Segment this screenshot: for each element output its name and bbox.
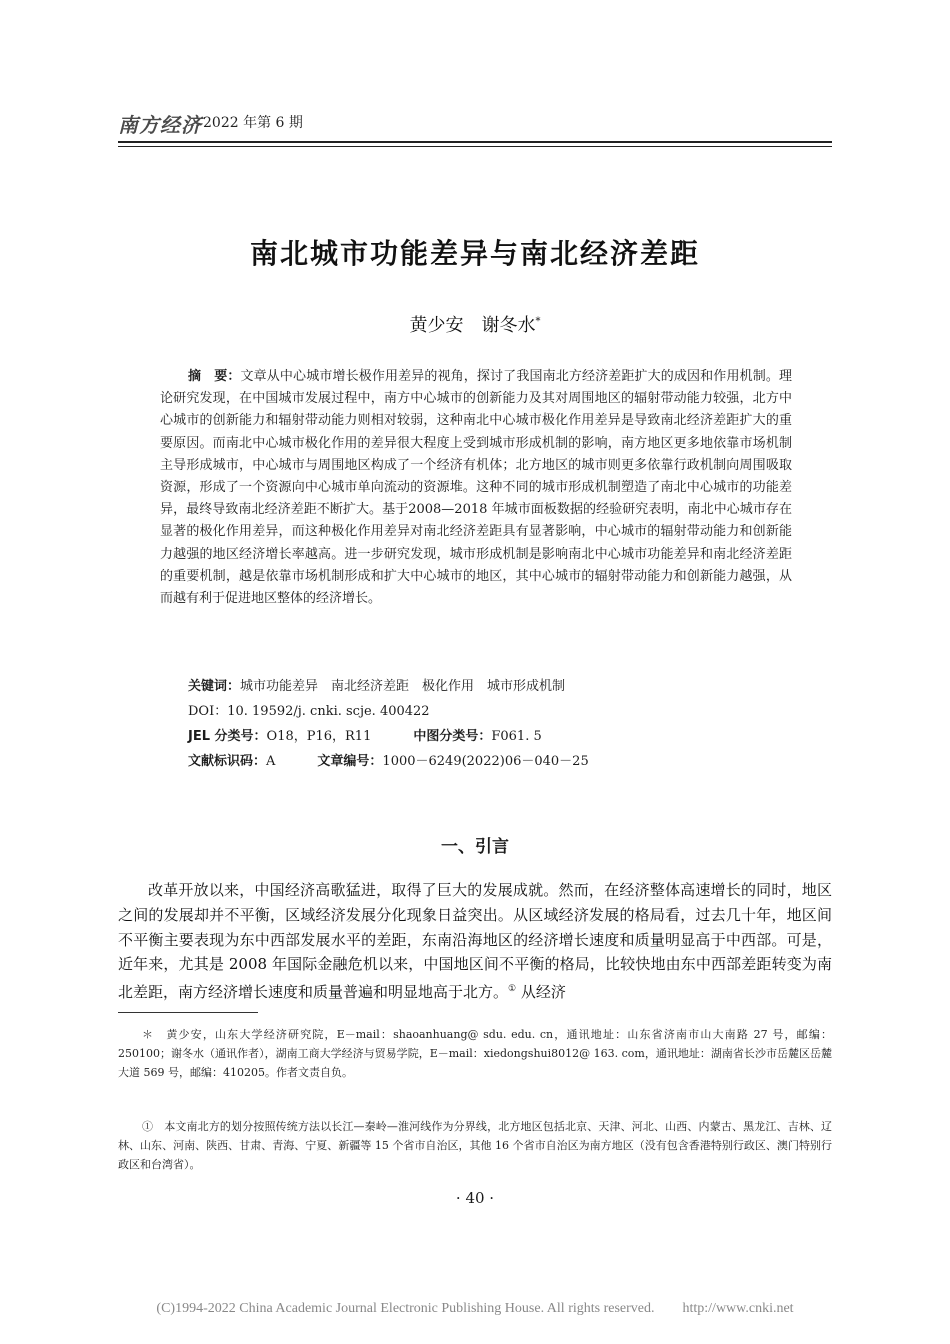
header-rule-thick [118, 141, 832, 143]
footnote-marker: ＊ [142, 1028, 167, 1041]
abstract [160, 366, 792, 610]
article-title: 南北城市功能差异与南北经济差距 [249, 237, 700, 270]
header-rule-thin [118, 146, 832, 147]
keywords [188, 675, 565, 694]
footnote-marker: ① [142, 1120, 165, 1133]
doc-code-label: 文献标识码： [188, 754, 267, 769]
body-continuation: 从经济 [516, 983, 566, 1002]
footnote-ref[interactable]: ① [508, 984, 517, 995]
section-heading: 一、引言 [441, 837, 509, 857]
article-no-value: 1000－6249(2022)06－040－25 [382, 754, 589, 769]
keywords-text: 城市功能差异 南北经济差距 极化作用 城市形成机制 [240, 679, 566, 694]
footnote-rule [118, 1012, 258, 1013]
classification-line [188, 725, 542, 744]
copyright-notice: (C)1994-2022 China Academic Journal Electronic Publishing House. All rights reserved. http://www.cnki.net [156, 1301, 794, 1316]
jel-label: JEL 分类号： [188, 729, 267, 744]
clc-label: 中图分类号： [413, 729, 492, 744]
journal-logo: 南方经济 [118, 113, 202, 137]
body-paragraph-text: 改革开放以来，中国经济高歌猛进，取得了巨大的发展成就。然而，在经济整体高速增长的同时，地区之间的发展却并不平衡，区域经济发展分化现象日益突出。从区域经济发展的格局看，过去几十年，地区间不平衡主要表现为东中西部发展水平的差距，东南沿海地区的经济增长速度和质量明显高于中西部。可是，近年来，尤其是 2008 年国际金融危机以来，中国地区间不平衡的格局，比较快地由东中西部差距转变为南北差距，南方经济增长速度和质量普遍和明显地高于北方。 [118, 881, 832, 1002]
page-number: · 40 · [455, 1189, 495, 1207]
doc-code-value: A [266, 754, 276, 769]
article-no-label: 文章编号： [317, 754, 383, 769]
identifier-line [188, 750, 589, 769]
keywords-label: 关键词： [188, 679, 241, 694]
jel-value: O18，P16，R11 [266, 729, 372, 744]
abstract-label: 摘 要： [188, 369, 241, 384]
authors [0, 311, 950, 337]
abstract-text: 文章从中心城市增长极作用差异的视角，探讨了我国南北方经济差距扩大的成因和作用机制。理论研究发现，在中国城市发展过程中，南方中心城市的创新能力及其对周围地区的辐射带动能力较强，北方中心城市的创新能力和辐射带动能力则相对较弱，这种南北中心城市极化作用差异是导致南北经济差距扩大的重要原因。而南北中心城市极化作用的差异很大程度上受到城市形成机制的影响，南方地区更多地依靠市场机制主导形成城市，中心城市与周围地区构成了一个经济有机体；北方地区的城市则更多依靠行政机制向周围吸取资源，形成了一个资源向中心城市单向流动的资源堆。这种不同的城市形成机制塑造了南北中心城市的功能差异，最终导致南北经济差距不断扩大。基于2008—2018 年城市面板数据的经验研究表明，南北中心城市存在显著的极化作用差异，而这种极化作用差异对南北经济差距具有显著影响，中心城市的辐射带动能力和创新能力越强的地区经济增长率越高。进一步研究发现，城市形成机制是影响南北中心城市功能差异和南北经济差距的重要机制，越是依靠市场机制形成和扩大中心城市的地区，其中心城市的辐射带动能力和创新能力越强，从而越有利于促进地区整体的经济增长。 [160, 369, 792, 607]
footnote-author [118, 1025, 832, 1082]
footnote-text: 黄少安，山东大学经济研究院，E－mail：shaoanhuang@ sdu. edu. cn，通讯地址：山东省济南市山大南路 27 号，邮编：250100；谢冬水（通讯作者），湖南工商大学经济与贸易学院，E－mail：xiedongshui8012@ 163. com，通讯地址：湖南省长沙市岳麓区岳麓大道 569 号，邮编：410205。作者文责自负。 [118, 1028, 832, 1079]
footnote-text: 本文南北方的划分按照传统方法以长江—秦岭—淮河线作为分界线，北方地区包括北京、天津、河北、山西、内蒙古、黑龙江、吉林、辽林、山东、河南、陕西、甘肃、青海、宁夏、新疆等 15 个省市自治区，其他 16 个省市自治区为南方地区（没有包含香港特别行政区、澳门特别行政区和台湾省）。 [118, 1120, 832, 1171]
journal-issue: 2022 年第 6 期 [203, 115, 303, 131]
footnote-1 [118, 1117, 832, 1174]
author-footnote-marker: * [535, 316, 541, 327]
body-paragraph [118, 878, 832, 1005]
clc-value: F061. 5 [491, 729, 542, 744]
author-names: 黄少安 谢冬水 [409, 315, 536, 336]
doi[interactable]: DOI：10. 19592/j. cnki. scje. 400422 [188, 704, 430, 719]
